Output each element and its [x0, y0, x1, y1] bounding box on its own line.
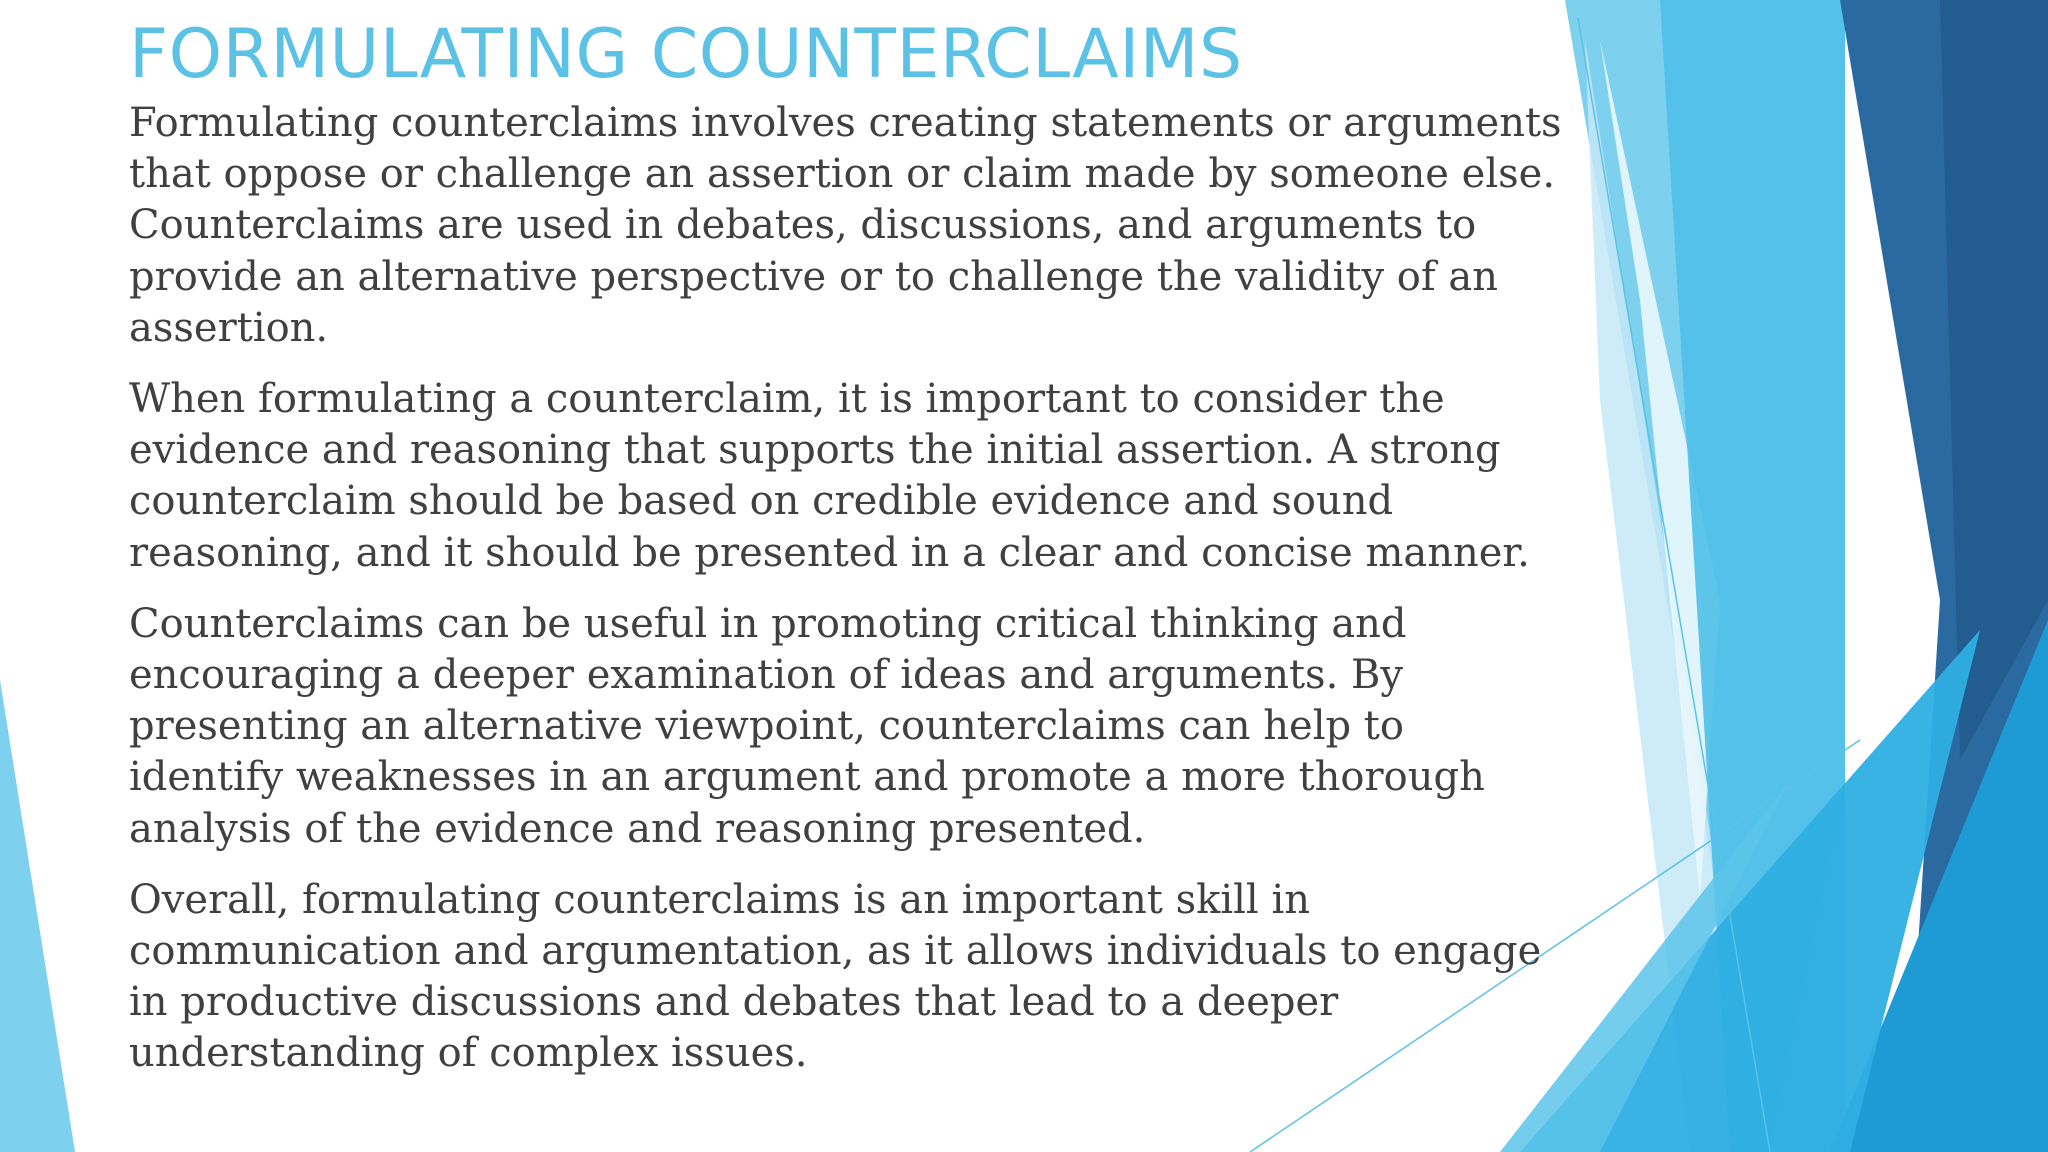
- left-edge-shape: [0, 680, 75, 1152]
- slide-body: [129, 98, 1569, 1080]
- body-paragraph-4: Overall, formulating counterclaims is an important skill in communication and argumentation, as it allows individuals to engage in productive discussions and debates that lead to a deeper understanding of complex issues.: [129, 876, 1542, 1077]
- slide-content: [129, 12, 1569, 1100]
- body-paragraph-3: Counterclaims can be useful in promoting critical thinking and encouraging a deeper examination of ideas and arguments. By presenting an alternative viewpoint, counterclaims can help to identify weaknesses in an argument and promote a more thorough analysis of the evidence and reasoning presented.: [129, 600, 1485, 852]
- slide-title: FORMULATING COUNTERCLAIMS: [129, 15, 1243, 94]
- body-paragraph-2: When formulating a counterclaim, it is important to consider the evidence and reasoning that supports the initial assertion. A strong counterclaim should be based on credible evidence and sound reasoning, and it should be presented in a clear and concise manner.: [129, 376, 1530, 576]
- body-paragraph-1: Formulating counterclaims involves creating statements or arguments that oppose or challenge an assertion or claim made by someone else. Counterclaims are used in debates, discussions, and arguments to provide an alternative perspective or to challenge the validity of an assertion.: [129, 100, 1562, 351]
